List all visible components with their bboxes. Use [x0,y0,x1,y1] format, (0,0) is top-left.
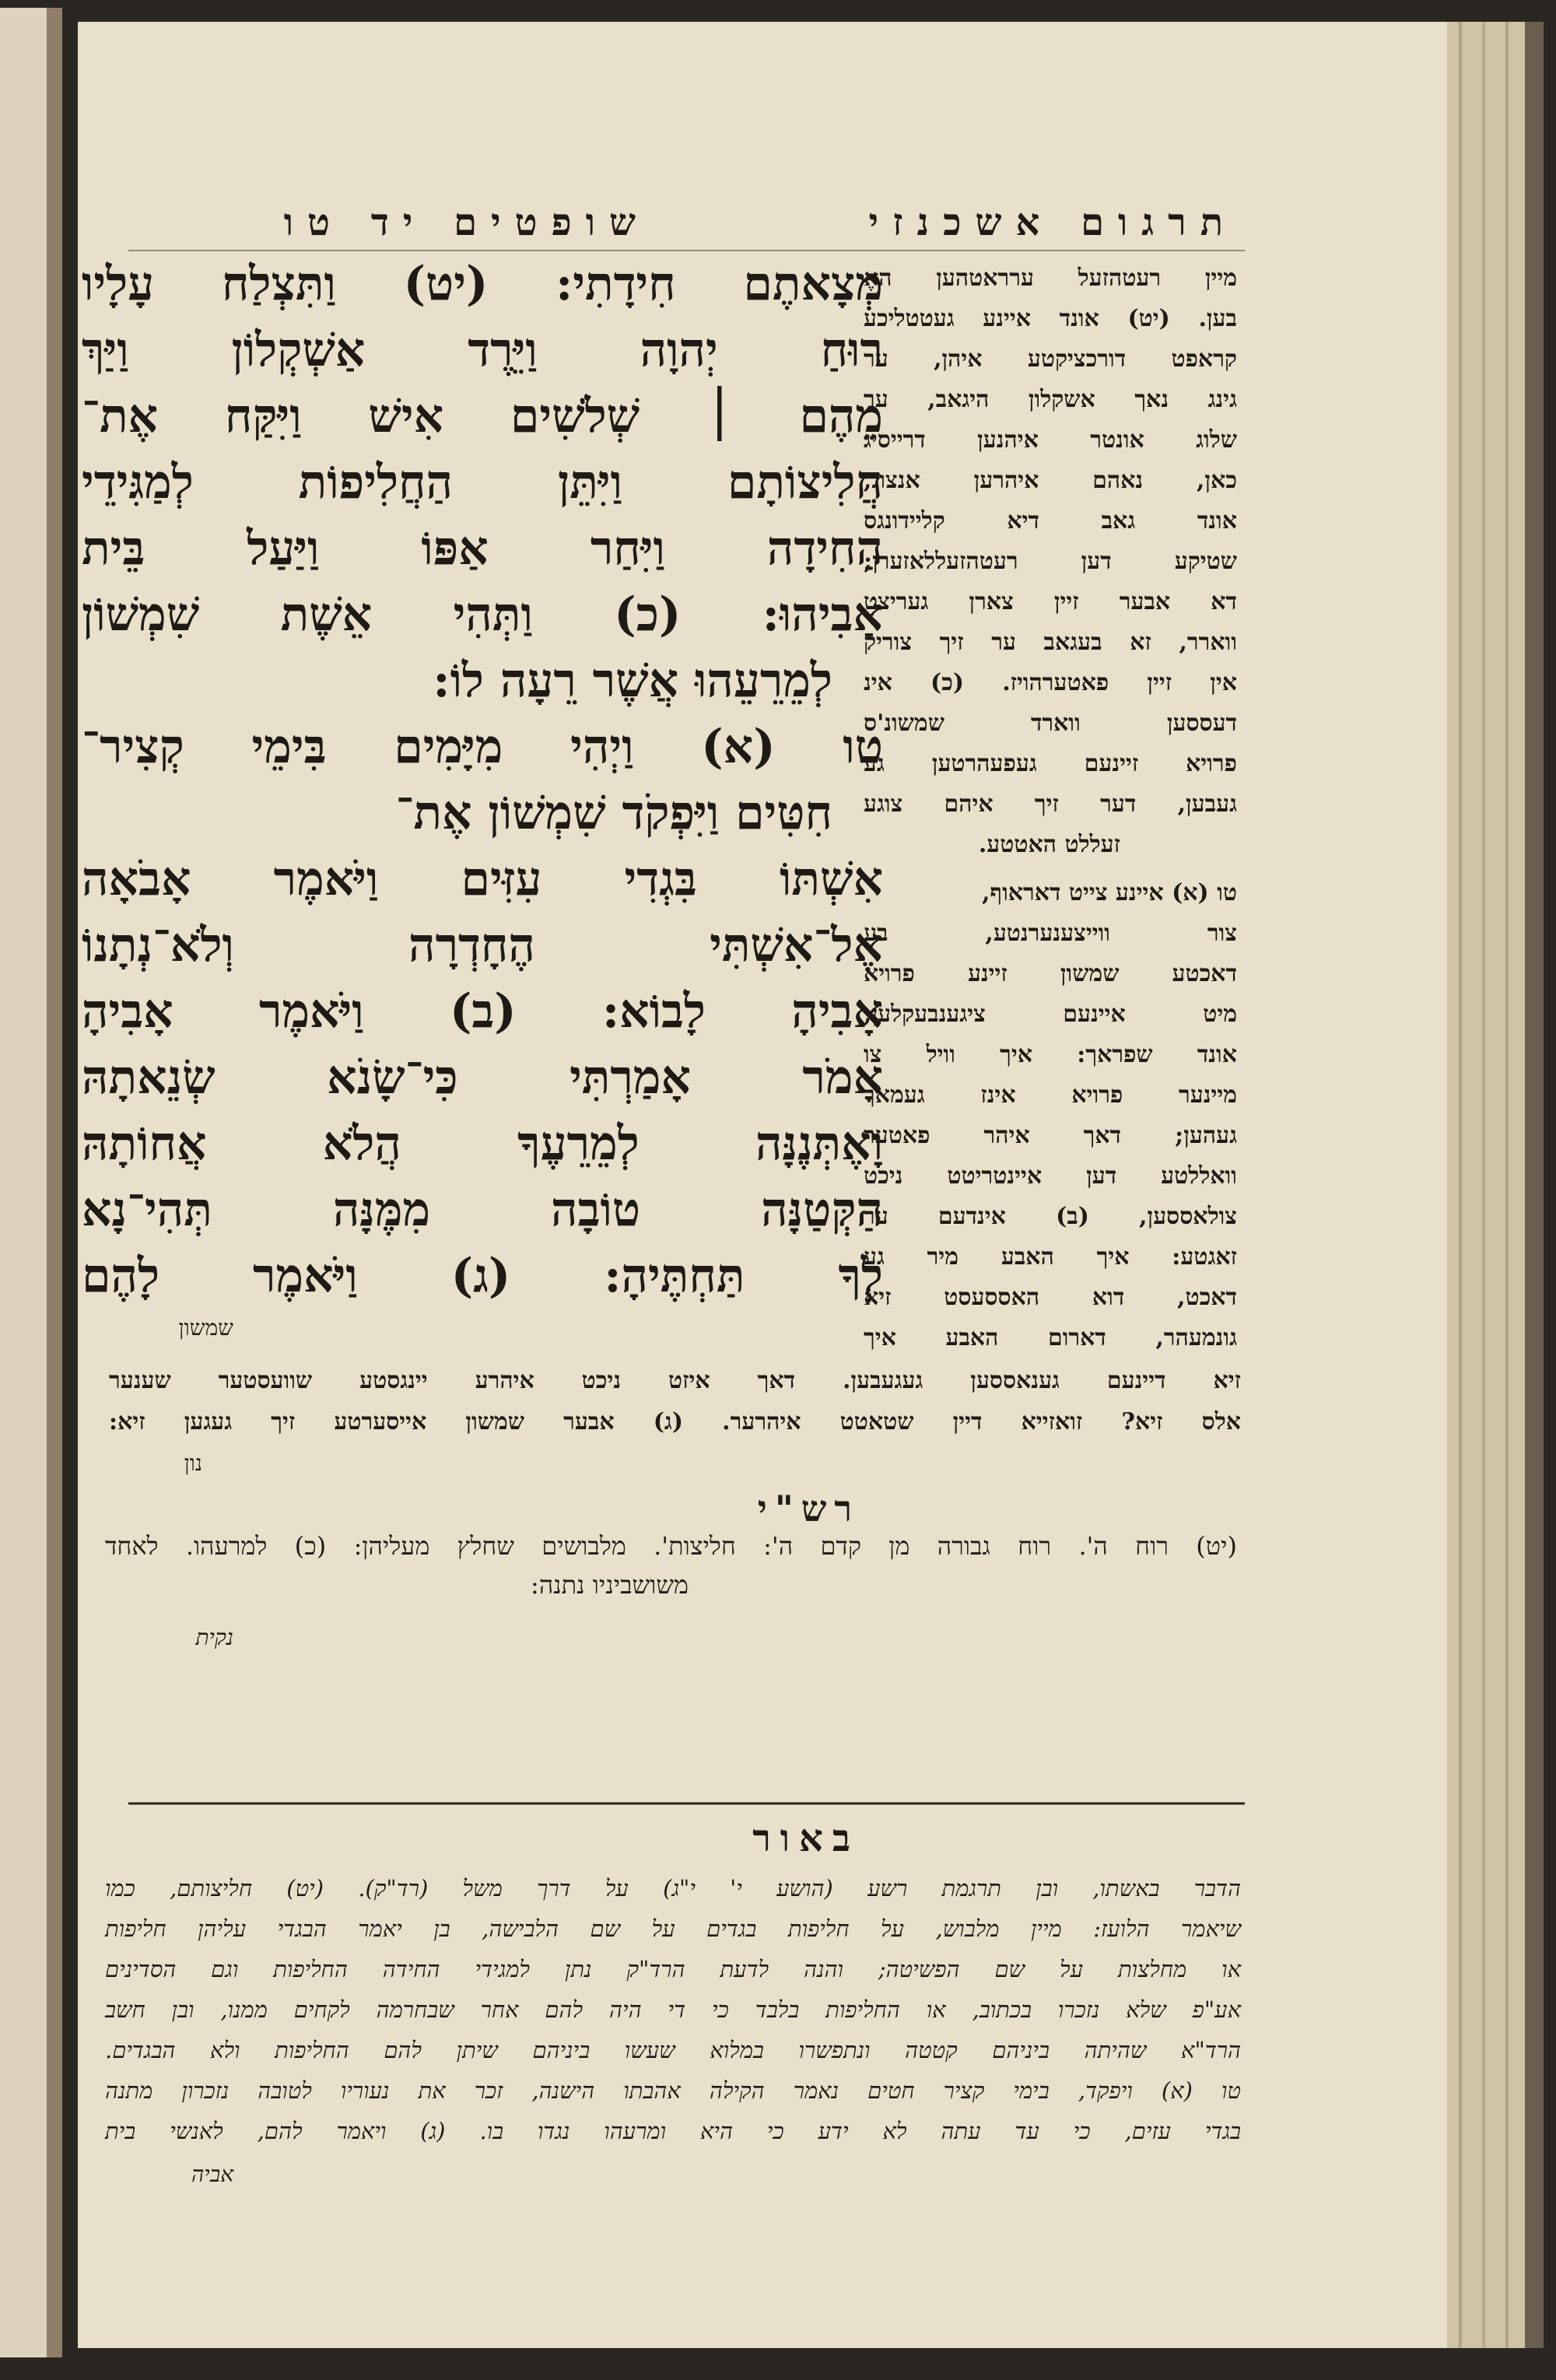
biur-line: הרד"א שהיתה ביניהם קטטה ונתפשרו במלוא שעשו ביניהם שיתן להם החליפות ולא הבגדים. [105,2037,1241,2063]
translation-line: שלוג אונטר איהנען דרייסיג [864,426,1237,454]
translation-ch15-line: דאכט, דוא האססעסט זיא [864,1284,1237,1311]
translation-ch15-line: טו (א) איינע צייט דאראוף, [982,879,1237,906]
translation-full-line: זיא דיינעם גענאססען געגעבען. דאך איזט ניכט איהרע יינגסטע שוועסטער שענער [109,1367,1241,1394]
translation-line: זעללט האטטע. [978,831,1120,858]
translation-line: ווארר, זא בעגאב ער זיך צוריק [864,629,1237,656]
translation-ch15-line: מיט איינעם ציגענבעקלען, [864,1001,1237,1028]
translation-ch15-line: דאכטע שמשון זיינע פרויא [864,960,1237,987]
translation-line: אין זיין פאטערהויז. (כ) אינ [864,669,1237,696]
translation-line: קראפט דורכציקטע איהן, ער [864,345,1237,373]
biur-line: בגדי עזים, כי עד עתה לא ידע כי היא ומרעהו נגדו בו. (ג) ויאמר להם, לאנשי בית [105,2118,1241,2144]
main-text-line: אָבִיהָ לָבוֹא: (ב) וַיֹּאמֶר אָבִיהָ [82,984,883,1039]
main-text-line: אָמֹר אָמַרְתִּי כִּי־שָׂנֹא שְׂנֵאתָהּ [82,1050,883,1105]
translation-ch15-line: געהען; דאך איהר פאטער [864,1122,1237,1149]
rashi-catchword: נקית [195,1625,233,1650]
main-text-line: חֲלִיצוֹתָם וַיִּתֵּן הַחֲלִיפוֹת לְמַגִּידֵי [82,455,883,510]
translation-full-line: אלס זיא? זואזייא דיין שטאטט איהרער. (ג) אבער שמשון אייסערטע זיך געגען זיא: [109,1408,1241,1435]
translation-ch15-line: צולאססען, (ב) אינדעם ער [864,1203,1237,1230]
main-text-line: חִטִּים וַיִּפְקֹד שִׁמְשׁוֹן אֶת־ [395,786,832,840]
rashi-heading: רש"י [757,1488,860,1530]
rashi-line: משושביניו נתנה: [531,1570,689,1600]
biur-line: הדבר באשתו, ובן תרגמת רשע (הושע י' י"ג) על דרך משל (רד"ק). (יט) חליצותם, כמו [105,1875,1241,1902]
biur-line: אע"פ שלא נזכרו בכתוב, או החליפות בלבד כי די היה להם אחר שבחרמה לקחים ממנו, ובן חשב [105,1996,1241,2023]
translation-line: גינג נאך אשקלון היגאב, ער [864,386,1237,413]
page-edge-shadow [1525,22,1544,2348]
translation-ch15-line: וואללטע דען איינטריטט ניכט [864,1162,1237,1190]
main-text-line: הַקְּטַנָּה טוֹבָה מִמֶּנָּה תְּהִי־נָא [82,1183,883,1237]
running-head-right: תרגום אשכנזי [868,201,1237,244]
translation-line: דא אבער זיין צארן געריצט [864,588,1237,615]
translation-ch15-line: מיינער פרויא אינז געמאך [864,1081,1237,1109]
main-text-line: רוּחַ יְהוָה וַיֵּרֶד אַשְׁקְלוֹן וַיַּךְ [82,323,883,377]
translation-line: מיין רעטהזעל ערראטהען האֶ [864,265,1237,292]
main-text-line: מֵהֶם ׀ שְׁלֹשִׁים אִישׁ וַיִּקַּח אֶת־ [82,389,883,443]
translation-line: דעססען ווארד שמשונ'ס [864,710,1237,737]
biur-line: שיאמר הלועז: מיין מלבוש, על חליפות בגדים על שם הלבישה, בן יאמר הבגדי עליהן חליפות [105,1916,1241,1942]
translation-line: געבען, דער זיך איהם צוגע [864,790,1237,818]
biur-line: טו (א) ויפקד, בימי קציר חטים נאמר הקילה אהבתו הישנה, זכר את נעוריו לטובה נזכרון מתנה [105,2077,1241,2104]
translation-line: פרויא זיינעם געפעהרטען גע [864,750,1237,777]
translation-line: שטיקע דען רעטהזעללאזערן; [864,548,1237,575]
main-text-line: אֶל־אִשְׁתִּי הֶחָדְרָה וְלֹא־נְתָנוֹ [82,918,883,973]
translation-ch15-line: צור ווייצענערנטע, בע [864,920,1237,947]
biur-catchword: אביה [191,2161,233,2187]
translation-ch15-line: אונד שפראך: איך וויל צו [864,1041,1237,1068]
biur-line: או מחלצות על שם הפשיטה; והנה לדעת הרד"ק נתן למגידי החידה החליפות וגם הסדינים [105,1956,1241,1982]
main-text-line: אָבִיהוּ: (כ) וַתְּהִי אֵשֶׁת שִׁמְשׁוֹן [82,587,883,642]
main-catchword: שמשון [178,1315,233,1341]
translation-line: אונד גאב דיא קליידונגס [864,507,1237,535]
translation-ch15-line: זאגטע: איך האבע מיר גע [864,1243,1237,1271]
rashi-line: (יט) רוח ה'. רוח גבורה מן קדם ה': חליצות'. מלבושים שחלץ מעליהן: (כ) למרעהו. לאחד [105,1531,1237,1561]
main-text-line: לְךָ תַּחְתֶּיהָ: (ג) וַיֹּאמֶר לָהֶם [82,1249,883,1303]
running-head-left: שופטים יד טו [283,201,650,244]
main-text-line: לְמֵרֵעֵהוּ אֲשֶׁר רֵעָה לוֹ: [433,654,832,708]
main-text-line: טו (א) וַיְהִי מִיָּמִים בִּימֵי קְצִיר־ [82,720,883,774]
translation-line: בען. (יט) אונד איינע געטטליכע [864,305,1237,332]
main-text-line: מְצָאתֶם חִידָתִי: (יט) וַתִּצְלַח עָלָיו [82,257,883,311]
translation-ch15-line: גונמעהר, דארום האבע איך [864,1324,1237,1351]
biur-heading: באור [752,1817,860,1860]
main-text-line: וָאֶתְּנֶנָּה לְמֵרֵעֶךָ הֲלֹא אֲחוֹתָהּ [82,1116,883,1171]
translation-catchword: נון [184,1450,202,1476]
main-text-line: הַחִידָה וַיִּחַר אַפּוֹ וַיַּעַל בֵּית [82,521,883,576]
translation-line: כאן, נאהם איהרען אנצוג, [864,467,1237,494]
main-text-line: אִשְׁתּוֹ בִּגְדִי עִזִּים וַיֹּאמֶר אָבֹאָה [82,852,883,906]
